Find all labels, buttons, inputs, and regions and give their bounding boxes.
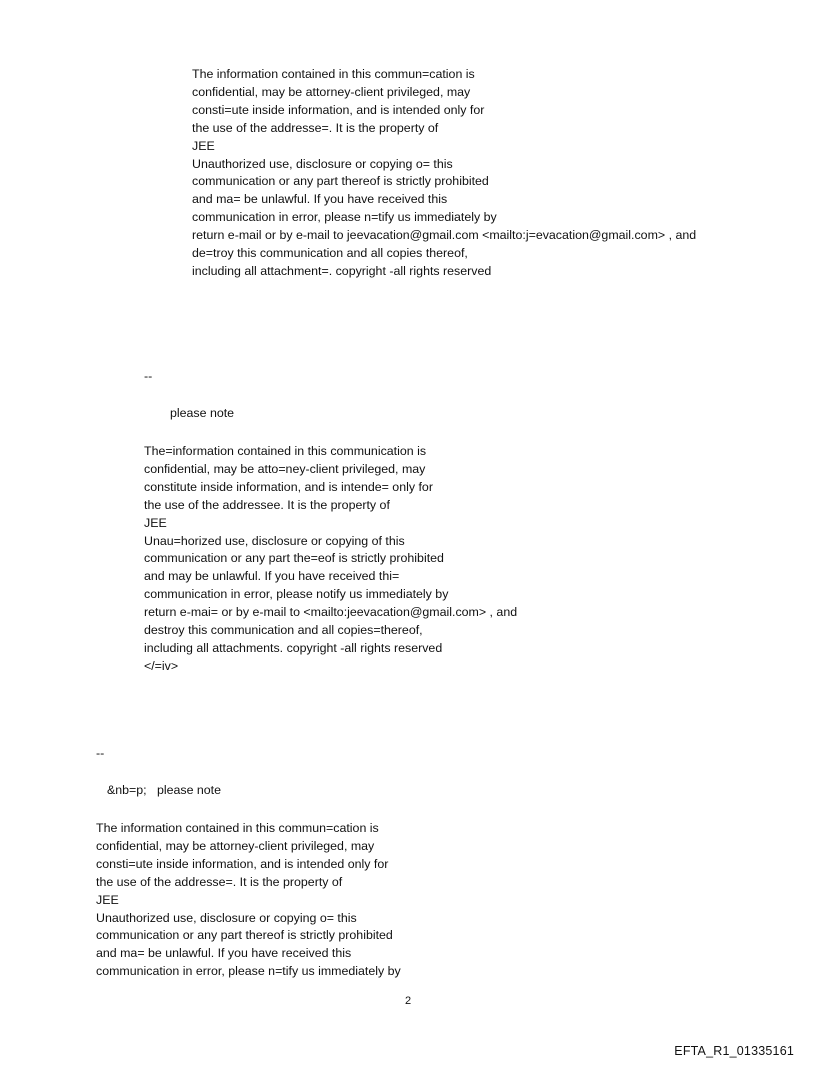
text-line: de=troy this communication and all copies thereof, [192, 246, 468, 261]
text-line: confidential, may be atto=ney-client privileged, may [144, 461, 426, 476]
text-line: communication in error, please notify us immediately by [144, 587, 449, 602]
text-line: and may be unlawful. If you have received thi= [144, 569, 400, 584]
text-line: the use of the addressee. It is the property of [144, 497, 390, 512]
text-line: destroy this communication and all copies=thereof, [144, 623, 423, 638]
text-line: The information contained in this commun=cation is [96, 821, 379, 835]
please-note-label: please note [170, 406, 235, 420]
text-line: consti=ute inside information, and is intended only for [192, 102, 485, 117]
disclaimer-block-1 [192, 66, 696, 281]
disclaimer-block-3 [96, 820, 401, 981]
text-line: Unauthorized use, disclosure or copying o= this [96, 910, 357, 925]
text-line: confidential, may be attorney-client privileged, may [192, 84, 471, 99]
text-line: JEE [96, 892, 119, 907]
text-line: Unauthorized use, disclosure or copying o= this [192, 156, 453, 171]
text-line: constitute inside information, and is intende= only for [144, 479, 433, 494]
text-line: JEE [192, 138, 215, 153]
separator-dashes: -- [144, 369, 153, 383]
disclaimer-block-2 [144, 443, 517, 676]
text-line: communication or any part thereof is strictly prohibited [96, 928, 393, 943]
text-line: </=iv> [144, 658, 179, 673]
text-line: communication or any part the=eof is strictly prohibited [144, 551, 444, 566]
page-number: 2 [404, 995, 412, 1007]
please-note-label: &nb=p; please note [107, 783, 222, 797]
text-line: communication in error, please n=tify us immediately by [96, 964, 401, 979]
text-line: the use of the addresse=. It is the property of [96, 874, 343, 889]
text-line: return e-mail or by e-mail to jeevacation@gmail.com <mailto:j=evacation@gmail.com> , and [192, 228, 697, 243]
text-line: confidential, may be attorney-client privileged, may [96, 838, 375, 853]
text-line: JEE [144, 515, 167, 530]
text-line: communication in error, please n=tify us immediately by [192, 210, 497, 225]
text-line: and ma= be unlawful. If you have received this [96, 946, 352, 961]
text-line: The information contained in this commun=cation is [192, 67, 475, 81]
text-line: including all attachment=. copyright -all rights reserved [192, 263, 492, 278]
text-line: and ma= be unlawful. If you have received this [192, 192, 448, 207]
text-line: Unau=horized use, disclosure or copying of this [144, 533, 405, 548]
text-line: including all attachments. copyright -all rights reserved [144, 640, 443, 655]
separator-dashes: -- [96, 746, 105, 760]
text-line: communication or any part thereof is strictly prohibited [192, 174, 489, 189]
text-line: return e-mai= or by e-mail to <mailto:jeevacation@gmail.com> , and [144, 605, 518, 620]
text-line: The=information contained in this communication is [144, 444, 427, 458]
text-line: consti=ute inside information, and is intended only for [96, 856, 389, 871]
document-id: EFTA_R1_01335161 [674, 1044, 794, 1058]
text-line: the use of the addresse=. It is the property of [192, 120, 439, 135]
